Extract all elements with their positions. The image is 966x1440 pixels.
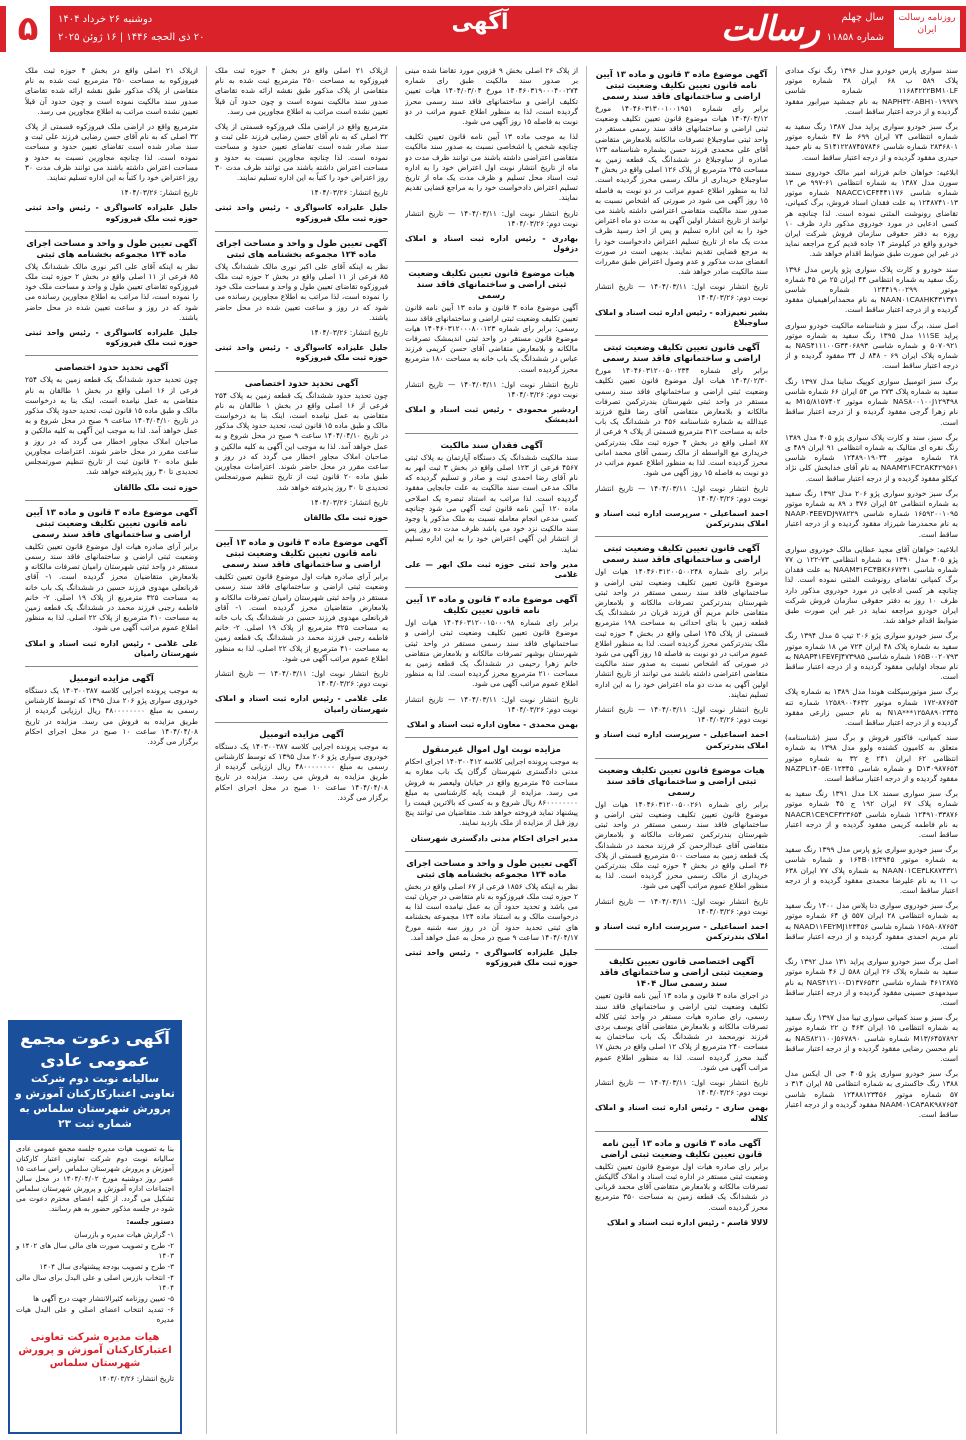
ad-signature: مدیر اجرای احکام مدنی دادگستری شهرستان bbox=[410, 833, 578, 843]
ad-paragraph: برگ سبز خودرو سواری پژو ۲۰۶ تیپ ۵ مدل ۱۳۹۴ رنگ سفید به شماره پلاک ۴۸ ایران ۷۲۳ ص ۱۸ شماره موتور ۱۶۵B۰۰۲۰۷۹۳ شماره شاسی NAAP۴۱FE۷FJ۴۷۳۹۸۵ به نام سجاد اولیایی مفقود گردیده و از درجه اعتبار ساقط است. bbox=[785, 631, 958, 682]
ad-heading: هیات موضوع قانون تعیین تکلیف وضعیت ثبتی اراضی و ساختمانهای فاقد سند رسمی bbox=[598, 764, 765, 797]
ad-heading: آگهی قانون تعیین تکلیف وضعیت ثبتی اراضی و ساختمانهای فاقد سند رسمی bbox=[602, 543, 761, 565]
ad-paragraph: مترمربع واقع در اراضی ملک فیروزکوه قسمتی از پلاک ۳۲ اصلی که به نام آقای حسن رضایی فرزند علی ثبت و سند صادر شده است تقاضای تعیین حدود و مساحت نموده است. لذا چنانچه مجاورین نسبت به حدود و مساحت اعتراض داشته باشند می توانند ظرف مدت ۳۰ روز اعتراض خود را کتباً به این اداره تسلیم نمایند. bbox=[25, 122, 198, 183]
notice-subtitle: سالیانه نوبت دوم شرکت تعاونی اعتبارکارکنان آموزش و پرورش شهرستان سلماس به شماره ثبت ۲۳ bbox=[15, 1073, 175, 1130]
date-persian: دوشنبه ۲۶ خرداد ۱۴۰۴ bbox=[58, 14, 153, 25]
page-info bbox=[6, 6, 226, 52]
ad-paragraph: چون تحدید حدود ششدانگ یک قطعه زمین به پلاک ۲۵۴ فرعی از ۱۶ اصلی واقع در بخش ۱ طالقان به نام متقاضی به عمل نیامده است، اینک بنا به درخواست مالک و طبق ماده ۱۵ قانون ثبت، تحدید حدود پلاک مذکور در تاریخ ۱۴۰۴/۰۴/۱۰ ساعت ۹ صبح در محل شروع و به عمل خواهد آمد. لذا به موجب این آگهی به کلیه مالکین و صاحبان املاک مجاور اخطار می گردد که در روز و ساعت مقرر در محل حاضر شوند. اعتراضات مجاورین طبق ماده ۲۰ قانون ثبت از تاریخ تنظیم صورتمجلس تحدیدی تا ۳۰ روز پذیرفته خواهد شد. bbox=[215, 390, 388, 492]
ad-heading: آگهی موضوع ماده ۳ قانون و ماده ۱۳ آیین نامه قانون تعیین تکلیف bbox=[405, 594, 578, 616]
agenda-item: ۴- انتخاب بازرس اصلی و علی البدل برای سال مالی ۱۴۰۴ bbox=[16, 1273, 174, 1292]
ad-signature: بهادری - رئیس اداره ثبت اسناد و املاک دزفول bbox=[405, 234, 578, 254]
divider bbox=[405, 261, 578, 262]
column-divider bbox=[206, 66, 207, 1434]
cooperative-meeting-notice bbox=[8, 1020, 182, 1434]
ad-paragraph: برابر رای شماره ۱۴۰۴۶۰۳۱۲۰۰۵۰۰۲۶۱ هیات اول موضوع قانون تعیین تکلیف وضعیت ثبتی اراضی و ساختمانهای فاقد سند رسمی مستقر در واحد ثبتی شهرستان بندرترکمن تصرفات مالکانه و بلامعارض متقاضی آقای عبدالرحمن کر فرزند محمد در ششدانگ یک قطعه زمین به مساحت ۵۰۰ مترمربع قسمتی از پلاک ۳۶ اصلی واقع در بخش ۴ حوزه ثبت ملک بندرترکمن خریداری از مالک رسمی محرز گردیده است. لذا به منظور اطلاع عموم مراتب آگهی می شود. bbox=[595, 799, 768, 891]
newspaper-logo: روزنامه رسالت ایران bbox=[894, 10, 960, 48]
divider bbox=[595, 335, 768, 336]
ad-signature: احمد اسماعیلی - سرپرست اداره ثبت اسناد و املاک بندرترکمن bbox=[595, 922, 768, 942]
ad-signature: حوزه ثبت ملک طالقان bbox=[113, 482, 198, 492]
brand-title: رسالت bbox=[720, 9, 820, 49]
ad-paragraph: برگ سبز خودروی سواری دنا پلاس مدل ۱۴۰۰ رنگ سفید به شماره انتظامی ۲۸ ایران ۵۵۷ ق ۶۴ شماره موتور ۱۶۵A۰۸۷۶۵۴ شماره شاسی NAAD۱۱FE۲MJ۱۲۳۴۵۶ به نام مریم احمدی مفقود گردیده و از درجه اعتبار ساقط است. bbox=[785, 901, 958, 952]
ad-signature: جلیل علیزاده کاسواگری - رئیس واحد ثبتی حوزه ثبت ملک فیروزکوه bbox=[25, 328, 198, 348]
ad-heading: آگهی قانون تعیین تکلیف وضعیت ثبتی اراضی و ساختمانهای فاقد سند رسمی bbox=[602, 342, 761, 364]
volume-year: سال چهلم bbox=[841, 12, 884, 23]
ad-paragraph: برگ سبز موتورسیکلت هوندا مدل ۱۳۸۹ به شماره پلاک ۸۷۶۵۴-۱۷۲ شماره موتور ۱۲۵۸۹۰۰۴۶۳۲ شماره تنه N۱A***۱۲۵A۸۹۰۲۳۴۵ به نام حسین زارعی مفقود گردیده و از درجه اعتبار ساقط است. bbox=[785, 687, 958, 727]
column-divider bbox=[586, 66, 587, 1434]
ad-paragraph: سند کمپانی، فاکتور فروش و برگ سبز (شناسنامه) متعلق به کامیون کشنده ولوو مدل ۱۳۹۸ به شماره انتظامی ۶۲ ایران ۲۴۱ ع ۳۲ به شماره موتور D۱۳۰۹۸۷۶۵۴ و شماره شاسی NAZPL۱۴۰۵E۰۱۲۳۴۵ مفقود گردیده و از درجه اعتبار ساقط است. bbox=[785, 733, 958, 783]
column-divider bbox=[776, 66, 777, 1434]
ad-paragraph: از پلاک ۲۶ اصلی بخش ۹ قزوین مورد تقاضا شده مبنی بر صدور سند مالکیت طبق رای شماره ۱۴۰۴۶۰۳۱۹۰۰۰۴۰۰۲۷۴ مورخ ۱۴۰۴/۰۳/۰۴ هیات تعیین تکلیف اراضی و ساختمانهای فاقد سند رسمی محرز گردیده است، لذا به منظور اطلاع عموم مراتب در دو نوبت به فاصله ۱۵ روز آگهی می شود. bbox=[405, 66, 578, 127]
section-title: آگهی bbox=[451, 10, 509, 35]
ad-paragraph: برابر آرای صادره هیات اول موضوع قانون تعیین تکلیف وضعیت ثبتی اراضی و ساختمانهای فاقد سند رسمی مستقر در واحد ثبتی شهرستان رامیان تصرفات مالکانه و بلامعارض متقاضیان محرز گردیده است. ۱- آقای قربانعلی مهدوی فرزند حسین در ششدانگ یک باب خانه به مساحت ۳۲۵ مترمربع از پلاک ۱۹ اصلی. ۲- خانم فاطمه رجبی فرزند محمد در ششدانگ یک قطعه زمین به مساحت ۴۱۰ مترمربع از پلاک ۲۲ اصلی. لذا به منظور اطلاع عموم مراتب آگهی می شود. bbox=[215, 572, 388, 663]
ad-paragraph: سند سواری پارس خودرو مدل ۱۳۹۶ رنگ نوک مدادی پلاک ۵۸۹ ب ۶۸ ایران ۳۸ شماره موتور ۱۱۶۸۴۲۲۲BM۱۰LF شماره شاسی NAPH۳۲۰ABH۱۰۱۹۹۷۹ به نام جمشید میرابور مفقود گردیده و از درجه اعتبار ساقط است. bbox=[785, 66, 958, 116]
ad-paragraph: برابر آرای صادره هیات اول موضوع قانون تعیین تکلیف وضعیت ثبتی اراضی و ساختمانهای فاقد سند رسمی مستقر در واحد ثبتی شهرستان رامیان تصرفات مالکانه و بلامعارض متقاضیان محرز گردیده است. ۱- آقای قربانعلی مهدوی فرزند حسین در ششدانگ یک باب خانه به مساحت ۳۲۵ مترمربع از پلاک ۱۹ اصلی. ۲- خانم فاطمه رجبی فرزند محمد در ششدانگ یک قطعه زمین به مساحت ۴۱۰ مترمربع از پلاک ۲۲ اصلی. لذا به منظور اطلاع عموم مراتب آگهی می شود. bbox=[25, 541, 198, 633]
ad-dates: تاریخ انتشار نوبت اول: ۱۴۰۴/۰۳/۱۱ — تاریخ انتشار نوبت دوم: ۱۴۰۴/۰۳/۲۶ bbox=[215, 668, 388, 689]
ad-heading: آگهی تحدید حدود اختصاصی bbox=[54, 362, 169, 373]
ad-paragraph: ازپلاک ۲۱ اصلی واقع در بخش ۴ حوزه ثبت ملک فیروزکوه به مساحت ۲۵۰ مترمربع ثبت شده به نام متقاضی از پلاک مذکور طبق نقشه ارائه شده تقاضای صدور سند مالکیت نموده است و چون حدود آن قبلاً تعیین نشده است مراتب به اطلاع مجاورین می رسد. bbox=[25, 66, 198, 116]
ad-heading: آگهی تعیین طول و واحد و مساحت اجرای ماده ۱۲۴ مجموعه بخشنامه های ثبتی bbox=[26, 237, 197, 259]
ad-signature: اردشیر محمودی - رئیس ثبت اسناد و املاک اندیمشک bbox=[405, 405, 578, 425]
ad-paragraph: برابر رای صادره هیات اول موضوع قانون تعیین تکلیف وضعیت ثبتی مستقر در اداره ثبت اسناد و املاک گالیکش تصرفات مالکانه و بلامعارض متقاضی آقای محمد قربانی در ششدانگ یک قطعه زمین به مساحت ۳۵۰ مترمربع محرز گردیده است. bbox=[595, 1161, 768, 1212]
notice-date: تاریخ انتشار: ۱۴۰۴/۰۳/۲۶ bbox=[98, 1374, 174, 1383]
column-left-notices bbox=[25, 66, 198, 1014]
ad-paragraph: برگ سبز خودرو سواری پژو ۴۰۵ جی ال ایکس مدل ۱۳۸۸ رنگ خاکستری به شماره انتظامی ۸۵ ایران ۳۱۴ د ۵۷ شماره موتور ۱۲۴۸۸۱۲۳۴۵۶ شماره شاسی NAAM۰۱CA۳AK۹۸۷۶۵۴ مفقود گردیده و از درجه اعتبار ساقط است. bbox=[785, 1069, 958, 1120]
ad-heading: آگهی ماده ۳ قانون و ماده ۱۳ آیین نامه قانون تعیین تکلیف وضعیت ثبتی اراضی bbox=[600, 1137, 763, 1159]
ad-dates: تاریخ انتشار نوبت اول: ۱۴۰۴/۰۳/۱۱ — تاریخ انتشار نوبت دوم: ۱۴۰۴/۰۳/۲۶ bbox=[595, 282, 768, 302]
ad-signature: احمد اسماعیلی - سرپرست اداره ثبت اسناد و املاک بندرترکمن bbox=[595, 730, 768, 750]
ad-paragraph: ازپلاک ۲۱ اصلی واقع در بخش ۴ حوزه ثبت ملک فیروزکوه به مساحت ۲۵۰ مترمربع ثبت شده به نام متقاضی از پلاک مذکور طبق نقشه ارائه شده تقاضای صدور سند مالکیت نموده است و چون حدود آن قبلاً تعیین نشده است مراتب به اطلاع مجاورین می رسد. bbox=[215, 66, 388, 116]
ad-signature: علی غلامی - رئیس اداره ثبت اسناد و املاک شهرستان رامیان bbox=[25, 638, 198, 658]
divider bbox=[215, 530, 388, 531]
ad-dates: تاریخ انتشار نوبت اول: ۱۴۰۴/۰۳/۱۱ — تاریخ انتشار نوبت دوم: ۱۴۰۴/۰۳/۲۶ bbox=[595, 704, 768, 725]
divider bbox=[595, 949, 768, 950]
ad-paragraph: برابر رای شماره ۱۴۰۴۶۰۳۱۳۰۰۱۰۰۱۹۵۱ مورخ ۱۴۰۴/۰۳/۱۲ هیات موضوع قانون تعیین تکلیف وضعیت ثبتی اراضی و ساختمانهای فاقد سند رسمی مستقر در واحد ثبتی ساوجبلاغ تصرفات مالکانه بلامعارض متقاضی آقای علی محمدی فرزند حسن بشماره شناسنامه ۱۲۳ صادره از ساوجبلاغ در ششدانگ یک قطعه زمین به مساحت ۲۴۵ مترمربع از پلاک ۱۲۶ اصلی واقع در بخش ۴ ساوجبلاغ خریداری از مالک رسمی محرز گردیده است. لذا به منظور اطلاع عموم مراتب در دو نوبت به فاصله ۱۵ روز آگهی می شود در صورتی که اشخاص نسبت به صدور سند مالکیت متقاضی اعتراضی داشته باشند می توانند از تاریخ انتشار اولین آگهی به مدت دو ماه اعتراض خود را به این اداره تسلیم و پس از اخذ رسید ظرف مدت یک ماه از تاریخ تسلیم اعتراض دادخواست خود را به مرجع قضایی تقدیم نمایند. بدیهی است در صورت انقضای مدت مذکور و عدم وصول اعتراض طبق مقررات سند مالکیت صادر خواهد شد. bbox=[595, 104, 768, 277]
ad-dates: تاریخ انتشار نوبت اول: ۱۴۰۴/۰۳/۱۱ — تاریخ انتشار نوبت دوم: ۱۴۰۴/۰۳/۲۶ bbox=[405, 208, 578, 228]
ad-signature: لالالا قاسم - رئیس اداره ثبت اسناد و املاک bbox=[606, 1217, 768, 1227]
issue-number: شماره ۱۱۸۵۸ bbox=[826, 32, 884, 43]
page-header bbox=[0, 0, 966, 58]
ad-dates: تاریخ انتشار نوبت اول: ۱۴۰۴/۰۳/۱۱ — تاریخ انتشار نوبت دوم: ۱۴۰۴/۰۳/۲۶ bbox=[405, 694, 578, 714]
notice-title: آگهی دعوت مجمع عمومی عادی bbox=[20, 1029, 170, 1071]
ad-paragraph: اصل سند، برگ سبز و شناسنامه مالکیت خودرو سواری پراید ۱۱۱SE مدل ۱۳۹۵ رنگ سفید به شماره موتور ۵۰۷۰۹۲۱ و شماره شاسی NAS۴۱۱۱۰۰G۳۴۰۶۸۹۳ به شماره پلاک ایران ۶۹ - ۸۴۸ ل ۳۴ مفقود گردیده و از درجه اعتبار ساقط است. bbox=[785, 320, 958, 371]
divider bbox=[25, 500, 198, 501]
ad-signature: احمد اسماعیلی - سرپرست اداره ثبت اسناد و املاک بندرترکمن bbox=[595, 508, 768, 529]
divider bbox=[215, 722, 388, 723]
ad-heading: آگهی تعیین طول و واحد و مساحت اجرای ماده ۱۲۴ مجموعه بخشنامه های ثبتی bbox=[406, 857, 577, 879]
ad-paragraph: برگ سبز خودرو سواری پژو ۲۰۶ مدل ۱۳۹۲ رنگ سفید به شماره انتظامی ۵۲ ایران ۳۷۶ د ۸۹ به شماره موتور ۱۶۵۹۲۰۰۱۰۹۵ شماره شاسی NAAP۰۳EE۷DJ۹۷۸۲۲۹ به نام محمدرضا شیرزاد مفقود گردیده و از درجه اعتبار ساقط است. bbox=[785, 488, 958, 539]
ad-heading: آگهی مزایده اتومبیل bbox=[259, 728, 344, 739]
ad-dates: تاریخ انتشار: ۱۴۰۴/۰۳/۲۶ bbox=[120, 188, 198, 198]
ad-heading: آگهی تعیین طول و واحد و مساحت اجرای ماده ۱۲۴ مجموعه بخشنامه های ثبتی bbox=[216, 237, 387, 259]
divider bbox=[25, 231, 198, 232]
divider bbox=[215, 231, 388, 232]
ad-paragraph: نظر به اینکه پلاک ۱۸۵۶ فرعی از ۶۷ اصلی واقع در بخش ۲ حوزه ثبت ملک فیروزکوه به نام متقاضی در جریان ثبت می باشد و تحدید حدود آن به عمل نیامده است لذا به درخواست مالک و به استناد ماده ۱۲۴ مجموعه بخشنامه های ثبتی تحدید حدود آن در روز سه شنبه مورخ ۱۴۰۴/۰۴/۱۷ ساعت ۹ صبح در محل به عمل خواهد آمد. bbox=[405, 881, 578, 942]
column-vehicle-losses bbox=[785, 66, 958, 1434]
ad-signature: جلیل علیزاده کاسواگری - رئیس واحد ثبتی حوزه ثبت ملک فیروزکوه bbox=[215, 343, 388, 363]
divider bbox=[215, 371, 388, 372]
ad-paragraph: برگ سبز سواری سمند LX مدل ۱۳۹۱ رنگ سفید به شماره پلاک ۶۷ ایران ۱۹۲ ج ۴۵ شماره موتور ۱۲۴۹۱۰۳۳۸۷۶ شماره شاسی NAACR۱CE۹CF۴۲۳۶۵۴ به نام فاطمه کریمی مفقود گردیده و از درجه اعتبار ساقط است. bbox=[785, 789, 958, 840]
ad-dates: تاریخ انتشار: ۱۴۰۴/۰۳/۲۶ bbox=[310, 188, 388, 198]
divider bbox=[405, 737, 578, 738]
divider bbox=[405, 433, 578, 434]
ad-signature: جلیل علیزاده کاسواگری - رئیس واحد ثبتی حوزه ثبت ملک فیروزکوه bbox=[405, 948, 578, 968]
ad-paragraph: سند خودرو و کارت پلاک سواری پژو پارس مدل ۱۳۹۶ رنگ سفید به شماره انتظامی ۴۴ ایران ۲۵ ص ۴۵ شماره موتور ۱۲۴۴۱۹۰۰۲۹۹ شماره شاسی NAAN۰۱CA۸HK۴۳۱۳۷۱ به نام محمدابراهیمیان مفقود گردیده و از درجه اعتبار ساقط است. bbox=[785, 264, 958, 315]
ad-signature: بشیر نعیم‌زاده - رئیس اداره ثبت اسناد و املاک ساوجبلاغ bbox=[595, 307, 768, 328]
ad-signature: مدیر واحد ثبتی حوزه ثبت ملک ابهر — علی غلامی bbox=[405, 559, 578, 579]
ad-heading: آگهی مزایده اتومبیل bbox=[69, 672, 154, 683]
ad-paragraph: لذا به موجب ماده ۱۳ آیین نامه قانون تعیین تکلیف چنانچه شخص یا اشخاصی نسبت به صدور سند مالکیت متقاضی اعتراضی داشته باشند می توانند ظرف مدت دو ماه از تاریخ انتشار نوبت اول اعتراض خود را به اداره ثبت اسناد محل تسلیم و ظرف مدت یک ماه از تاریخ تسلیم اعتراض دادخواست خود را به مراجع قضایی تقدیم نمایند. bbox=[405, 132, 578, 203]
divider bbox=[25, 666, 198, 667]
ad-heading: هیات موضوع قانون تعیین تکلیف وضعیت ثبتی اراضی و ساختمانهای فاقد سند رسمی bbox=[408, 268, 575, 301]
ad-paragraph: برابر رای شماره ۱۴۰۴۶۰۳۱۲۰۰۱۵۰۰۰۹۸ هیات اول موضوع قانون تعیین تکلیف وضعیت ثبتی اراضی و ساختمانهای فاقد سند رسمی مستقر در واحد ثبتی شهرستان بوشهر تصرفات مالکانه و بلامعارض متقاضی خانم زهرا رحیمی در ششدانگ یک قطعه زمین به مساحت ۲۱۰ مترمربع محرز گردیده است. لذا به منظور اطلاع عموم مراتب آگهی می شود. bbox=[405, 618, 578, 689]
notice-intro: بنا به تصویب هیات مدیره جلسه مجمع عمومی عادی سالیانه نوبت دوم شرکت تعاونی اعتبار کارکنان آموزش و پرورش شهرستان سلماس راس ساعت ۱۵ عصر روز دوشنبه مورخ ۱۴۰۴/۰۴/۰۲ در محل سالن اجتماعات اداره آموزش و پرورش شهرستان سلماس تشکیل می گردد. از کلیه اعضای محترم دعوت می شود در جلسه مذکور حضور به هم رسانند. bbox=[16, 1144, 174, 1213]
ad-paragraph: به موجب پرونده اجرایی کلاسه ۱۴۰۳۰۰۳۸۷ یک دستگاه خودروی سواری پژو ۲۰۶ مدل ۱۳۹۵ که توسط کارشناس رسمی به مبلغ ۴۸۰۰۰۰۰۰۰۰ ریال ارزیابی گردیده از طریق مزایده به فروش می رسد. مزایده در تاریخ ۱۴۰۴/۰۴/۰۸ ساعت ۱۰ صبح در محل اجرای احکام برگزار می گردد. bbox=[25, 685, 198, 746]
agenda-item: ۵- تعیین روزنامه کثیرالانتشار جهت درج آگهی ها bbox=[33, 1294, 174, 1303]
ad-heading: آگهی اختصاصی قانون تعیین تکلیف وضعیت ثبتی اراضی و ساختمانهای فاقد سند رسمی سال ۱۴۰۴ bbox=[599, 956, 764, 989]
ad-signature: حوزه ثبت ملک طالقان bbox=[303, 512, 388, 522]
notice-header bbox=[10, 1022, 180, 1140]
ad-heading: آگهی موضوع ماده ۳ قانون و ماده ۱۳ آیین نامه قانون تعیین تکلیف وضعیت ثبتی اراضی و ساختمانهای فاقد سند رسمی bbox=[25, 506, 198, 539]
ad-heading: آگهی تحدید حدود اختصاصی bbox=[244, 377, 359, 388]
column-land-notices-3 bbox=[215, 66, 388, 1434]
column-land-notices-2 bbox=[405, 66, 578, 1434]
ad-heading: آگهی فقدان سند مالکیت bbox=[440, 439, 543, 450]
ad-paragraph: سند مالکیت ششدانگ یک دستگاه آپارتمان به پلاک ثبتی ۴۵۶۷ فرعی از ۱۲۳ اصلی واقع در بخش ۳ ثبت ابهر به نام آقای رضا احمدی ثبت و صادر و تسلیم گردیده که مالک مدعی است سند مالکیت به علت جابجایی مفقود گردیده است. لذا مراتب به استناد تبصره یک اصلاحی ماده ۱۲۰ آیین نامه قانون ثبت آگهی می شود چنانچه کسی مدعی انجام معامله نسبت به ملک مذکور یا وجود سند مالکیت نزد خود می باشد ظرف مدت ده روز پس از انتشار این آگهی اعتراض خود را به این اداره تسلیم نماید. bbox=[405, 452, 578, 554]
divider bbox=[595, 758, 768, 759]
ad-paragraph: به موجب پرونده اجرایی کلاسه ۱۴۰۳۰۰۴۱۲ اجرای احکام مدنی دادگستری شهرستان گرگان یک باب مغازه به مساحت ۴۵ مترمربع واقع در خیابان ولیعصر به فروش می رسد. مزایده از قیمت پایه کارشناسی به مبلغ ۸۶۰۰۰۰۰۰۰۰ ریال شروع و به کسی که بالاترین قیمت را پیشنهاد نماید فروخته خواهد شد. متقاضیان می توانند پنج روز قبل از مزایده از ملک بازدید نمایند. bbox=[405, 757, 578, 828]
ad-heading: آگهی موضوع ماده ۳ قانون و ماده ۱۳ آیین نامه قانون تعیین تکلیف وضعیت ثبتی اراضی و ساختمانهای فاقد سند رسمی bbox=[595, 69, 768, 101]
ad-paragraph: در اجرای ماده ۳ قانون و ماده ۱۳ آیین نامه قانون تعیین تکلیف وضعیت ثبتی اراضی و ساختمانهای فاقد سند رسمی، رای صادره هیات مستقر در واحد ثبتی کلاله تصرفات مالکانه و بلامعارض متقاضی آقای یوسف بردی فرزند نورمحمد در ششدانگ یک باب ساختمان به مساحت ۲۴۰ مترمربع از پلاک ۱۲ اصلی واقع در بخش ۱۷ گنبد محرز گردیده است. لذا به منظور اطلاع عموم مراتب آگهی می شود. bbox=[595, 991, 768, 1072]
ad-dates: تاریخ انتشار: ۱۴۰۴/۰۳/۲۶ bbox=[310, 497, 388, 507]
notice-body bbox=[10, 1140, 180, 1388]
ad-dates: تاریخ انتشار نوبت اول: ۱۴۰۴/۰۳/۱۱ — تاریخ انتشار نوبت دوم: ۱۴۰۴/۰۳/۲۶ bbox=[405, 379, 578, 400]
ad-paragraph: ابلاغیه: خواهان خانم فرزانه امیر مالک خودروی سمند سورن مدل ۱۳۸۷ به شماره انتظامی ۶۱-۹۹۷ ص ۱۳ شماره شاسی NAACC۱CF۴۴۴۱۱۷۶ شماره موتور ۱۲۴۸۷۴۱۰۱۳ به علت فقدان اسناد فروش، برگ کمپانی، تقاضای رونوشت المثنی نموده است. لذا چنانچه هر کسی ادعایی در مورد خودروی مذکور دارد ظرف ۱۰ روزه به دفتر حقوقی سازمان فروش شرکت ایران خودرو واقع در کیلومتر ۱۴ جاده قدیم کرج مراجعه نماید در غیر این صورت طبق ضوابط اقدام خواهد شد. bbox=[785, 167, 958, 259]
ad-signature: جلیل علیزاده کاسواگری - رئیس واحد ثبتی حوزه ثبت ملک فیروزکوه bbox=[215, 203, 388, 223]
page-number: ۵ bbox=[6, 6, 50, 52]
ad-dates: تاریخ انتشار نوبت اول: ۱۴۰۴/۰۳/۱۱ — تاریخ انتشار نوبت دوم: ۱۴۰۴/۰۳/۲۶ bbox=[595, 483, 768, 503]
notice-agenda bbox=[16, 1230, 174, 1325]
ad-heading: آگهی موضوع ماده ۳ قانون و ماده ۱۳ آیین نامه قانون تعیین تکلیف وضعیت ثبتی اراضی و ساختمانهای فاقد سند رسمی bbox=[215, 537, 388, 570]
ad-signature: بهمن ساری - رئیس اداره ثبت اسناد و املاک کلاله bbox=[595, 1103, 768, 1123]
ad-paragraph: به موجب پرونده اجرایی کلاسه ۱۴۰۳۰۰۳۸۷ یک دستگاه خودروی سواری پژو ۲۰۶ مدل ۱۳۹۵ که توسط کارشناس رسمی به مبلغ ۴۸۰۰۰۰۰۰۰۰ ریال ارزیابی گردیده از طریق مزایده به فروش می رسد. مزایده در تاریخ ۱۴۰۴/۰۴/۰۸ ساعت ۱۰ صبح در محل اجرای احکام برگزار می گردد. bbox=[215, 741, 388, 802]
ad-paragraph: برگ سبز اتومبیل سواری کوییک ساینا مدل ۱۳۹۷ رنگ سفید به شماره پلاک ۲۷۳ ص ۵۴ ایران ۶۶ شماره شاسی NAS۸۰۰۱۰۰J۱۲۹۴۹۸ شماره موتور M۱۵/۸۱۵۷۴۰۲ به نام زهرا گرجی مفقود گردیده و از درجه اعتبار ساقط است. bbox=[785, 376, 958, 427]
agenda-item: ۶- تمدید انتخاب اعضای اصلی و علی البدل هیات مدیره bbox=[16, 1305, 174, 1324]
ad-paragraph: اصل برگ سبز خودرو سواری پراید ۱۳۱ مدل ۱۳۹۲ رنگ سفید به شماره پلاک ۲۶ ایران ۵۸۸ ل ۴۶ شماره موتور ۴۶۱۲۸۷۵ شماره شاسی NAS۴۱۲۱۰۰D۱۳۷۶۵۴۲ به نام سیدمهدی حسینی مفقود گردیده و از درجه اعتبار ساقط است. bbox=[785, 957, 958, 1008]
ad-dates: تاریخ انتشار نوبت اول: ۱۴۰۴/۰۳/۱۱ — تاریخ انتشار نوبت دوم: ۱۴۰۴/۰۳/۲۶ bbox=[595, 1078, 768, 1098]
ad-signature: جلیل علیزاده کاسواگری - رئیس واحد ثبتی حوزه ثبت ملک فیروزکوه bbox=[25, 203, 198, 223]
ad-paragraph: برابر رای شماره ۱۴۰۴۶۰۳۱۲۰۰۵۰۰۲۴۸ هیات اول موضوع قانون تعیین تکلیف وضعیت ثبتی اراضی و ساختمانهای فاقد سند رسمی مستقر در واحد ثبتی شهرستان بندرترکمن تصرفات مالکانه و بلامعارض متقاضی خانم مریم آق فرزند قربان در ششدانگ یک قطعه زمین با بنای احداثی به مساحت ۱۹۸ مترمربع قسمتی از پلاک ۱۴۵ اصلی واقع در بخش ۴ حوزه ثبت ملک بندرترکمن محرز گردیده است. لذا به منظور اطلاع عموم مراتب در دو نوبت به فاصله ۱۵ روز آگهی می شود در صورتی که اشخاص نسبت به صدور سند مالکیت متقاضی اعتراضی داشته باشند می توانند از تاریخ انتشار اولین آگهی به مدت دو ماه اعتراض خود را به این اداره تسلیم نمایند. bbox=[595, 567, 768, 699]
ad-paragraph: برگ سبز خودرو سواری پژو پارس مدل ۱۳۹۹ رنگ سفید به شماره موتور ۱۶۴B۰۱۲۳۹۴۵ و شماره شاسی NAAN۰۱CE۳LK۸۷۴۳۲۱ به شماره پلاک ۷۷ ایران ۶۳۸ ب ۱۱ به نام علیرضا محمدی مفقود گردیده و از درجه اعتبار ساقط است. bbox=[785, 845, 958, 896]
ad-paragraph: نظر به اینکه آقای علی اکبر نوری مالک ششدانگ پلاک ۸۵ فرعی از ۱۱ اصلی واقع در بخش ۲ حوزه ثبت ملک فیروزکوه تقاضای تعیین طول و واحد و مساحت ملک خود را نموده است، لذا مراتب به اطلاع مجاورین رسانده می شود که در روز و ساعت تعیین شده در محل حاضر باشند. bbox=[215, 261, 388, 322]
ad-paragraph: نظر به اینکه آقای علی اکبر نوری مالک ششدانگ پلاک ۸۵ فرعی از ۱۱ اصلی واقع در بخش ۲ حوزه ثبت ملک فیروزکوه تقاضای تعیین طول و واحد و مساحت ملک خود را نموده است، لذا مراتب به اطلاع مجاورین رسانده می شود که در روز و ساعت تعیین شده در محل حاضر باشند. bbox=[25, 261, 198, 322]
divider bbox=[405, 851, 578, 852]
ad-paragraph: برابر رای شماره ۱۴۰۴۶۰۳۱۲۰۰۵۰۰۲۳۴ مورخ ۱۴۰۴/۰۲/۳۰ هیات اول موضوع قانون تعیین تکلیف وضعیت ثبتی اراضی و ساختمانهای فاقد سند رسمی مستقر در واحد ثبتی شهرستان بندرترکمن تصرفات مالکانه و بلامعارض متقاضی آقای رضا قلیچ فرزند عبدالله به شماره شناسنامه ۴۵۶ در ششدانگ یک باب خانه به مساحت ۳۱۲ مترمربع قسمتی از پلاک ۹ فرعی از ۸۷ اصلی واقع در بخش ۴ حوزه ثبت ملک بندرترکمن خریداری مع الواسطه از مالک رسمی آقای محمد امانی محرز گردیده است. لذا به منظور اطلاع عموم مراتب در دو نوبت به فاصله ۱۵ روز آگهی می شود. bbox=[595, 366, 768, 478]
ad-paragraph: برگ سبز و سند کمپانی سواری تیبا مدل ۱۳۹۷ رنگ سفید به شماره انتظامی ۱۵ ایران ۴۶۳ ن ۲۲ شماره موتور M۱۳/۶۴۵۷۸۹۲ شماره شاسی NAS۸۲۱۱۰۰J۵۶۷۸۹۰ به نام محسن رضایی مفقود گردیده و از درجه اعتبار ساقط است. bbox=[785, 1013, 958, 1064]
agenda-item: ۳- طرح و تصویب بودجه پیشنهادی سال ۱۴۰۴ bbox=[39, 1262, 174, 1271]
ad-paragraph: چون تحدید حدود ششدانگ یک قطعه زمین به پلاک ۲۵۴ فرعی از ۱۶ اصلی واقع در بخش ۱ طالقان به نام متقاضی به عمل نیامده است، اینک بنا به درخواست مالک و طبق ماده ۱۵ قانون ثبت، تحدید حدود پلاک مذکور در تاریخ ۱۴۰۴/۰۴/۱۰ ساعت ۹ صبح در محل شروع و به عمل خواهد آمد. لذا به موجب این آگهی به کلیه مالکین و صاحبان املاک مجاور اخطار می گردد که در روز و ساعت مقرر در محل حاضر شوند. اعتراضات مجاورین طبق ماده ۲۰ قانون ثبت از تاریخ تنظیم صورتمجلس تحدیدی تا ۳۰ روز پذیرفته خواهد شد. bbox=[25, 375, 198, 477]
divider bbox=[25, 355, 198, 356]
column-divider bbox=[396, 66, 397, 1434]
ad-heading: مزایده نوبت اول اموال غیرمنقول bbox=[422, 744, 561, 755]
date-other: ۲۰ ذی الحجه ۱۴۴۶ | ۱۶ ژوئن ۲۰۲۵ bbox=[58, 32, 205, 43]
agenda-item: ۲- طرح و تصویب صورت های مالی سال های ۱۴۰۲ و ۱۴۰۳ bbox=[16, 1241, 174, 1260]
masthead bbox=[720, 6, 960, 52]
ad-paragraph: آگهی موضوع ماده ۳ قانون و ماده ۱۳ آیین نامه قانون تعیین تکلیف وضعیت ثبتی اراضی و ساختمانهای فاقد سند رسمی: برابر رای شماره ۱۴۰۴۶۰۳۱۲۰۰۰۸۰۰۱۲۳ هیات موضوع قانون مستقر در واحد ثبتی اندیمشک تصرفات مالکانه و بلامعارض متقاضی آقای حسن کریمی فرزند عباس در ششدانگ یک باب خانه به مساحت ۱۸۰ مترمربع محرز گردیده است. bbox=[405, 303, 578, 374]
column-land-notices-1 bbox=[595, 66, 768, 1434]
ad-paragraph: مترمربع واقع در اراضی ملک فیروزکوه قسمتی از پلاک ۳۲ اصلی که به نام آقای حسن رضایی فرزند علی ثبت و سند صادر شده است تقاضای تعیین حدود و مساحت نموده است. لذا چنانچه مجاورین نسبت به حدود و مساحت اعتراض داشته باشند می توانند ظرف مدت ۳۰ روز اعتراض خود را کتباً به این اداره تسلیم نمایند. bbox=[215, 122, 388, 183]
divider bbox=[595, 1131, 768, 1132]
ad-signature: علی غلامی - رئیس اداره ثبت اسناد و املاک شهرستان رامیان bbox=[215, 694, 388, 714]
ad-paragraph: برگ سبز خودرو سواری پراید مدل ۱۳۸۷ رنگ سفید به شماره انتظامی ۷۴ ایران ۶۹۹ ط ۴۷ شماره موتور ۲۸۳۶۸۰۱ شماره شاسی S۱۴۱۲۲۸۷۴۵۷۸۴۶ به نام حمید حیدری مفقود گردیده و از درجه اعتبار ساقط است. bbox=[785, 122, 958, 162]
ad-dates: تاریخ انتشار نوبت اول: ۱۴۰۴/۰۳/۱۱ — تاریخ انتشار نوبت دوم: ۱۴۰۴/۰۳/۲۶ bbox=[595, 896, 768, 916]
notice-agenda-title: دستور جلسه: bbox=[126, 1217, 174, 1226]
notice-signatory: هیات مدیره شرکت تعاونی اعتبارکارکنان آموزش و پرورش شهرستان سلماس bbox=[18, 1332, 172, 1369]
divider bbox=[405, 587, 578, 588]
ad-dates: تاریخ انتشار: ۱۴۰۴/۰۳/۲۶ bbox=[310, 328, 388, 338]
divider bbox=[595, 536, 768, 537]
ad-signature: بهمن محمدی - معاون اداره ثبت اسناد و املاک bbox=[406, 719, 578, 729]
ad-paragraph: ابلاغیه: خواهان آقای مجید عطایی مالک خودروی سواری پژو ۴۰۵ مدل ۱۳۹۰ به شماره انتظامی ۷۳-۱۲۲ ن ۷۷ شماره شاسی NAAM۳۱FC۴BK۶۶۷۲۴۱ به علت فقدان برگ کمپانی تقاضای رونوشت المثنی نموده است. لذا چنانچه هر کسی ادعایی در مورد خودروی مذکور دارد ظرف ۱۰ روز به دفتر حقوقی سازمان فروش شرکت ایران خودرو مراجعه نماید در غیر این صورت طبق ضوابط اقدام خواهد شد. bbox=[785, 544, 958, 626]
agenda-item: ۱- گزارش هیات مدیره و بازرسان bbox=[74, 1230, 174, 1239]
ad-paragraph: برگ سبز، سند و کارت پلاک سواری پژو ۴۰۵ مدل ۱۳۸۹ رنگ نقره ای متالیک به شماره انتظامی ۹۱ ایران ۴۸۹ ی ۲۸ شماره موتور ۱۲۴۸۹۰۱۹۰۳۴ شماره شاسی NAAM۳۱FC۲AK۴۲۹۵۶۱ به نام آقای خدابخش کلی نژاد کیکلو مفقود گردیده و از درجه اعتبار ساقط است. bbox=[785, 432, 958, 483]
